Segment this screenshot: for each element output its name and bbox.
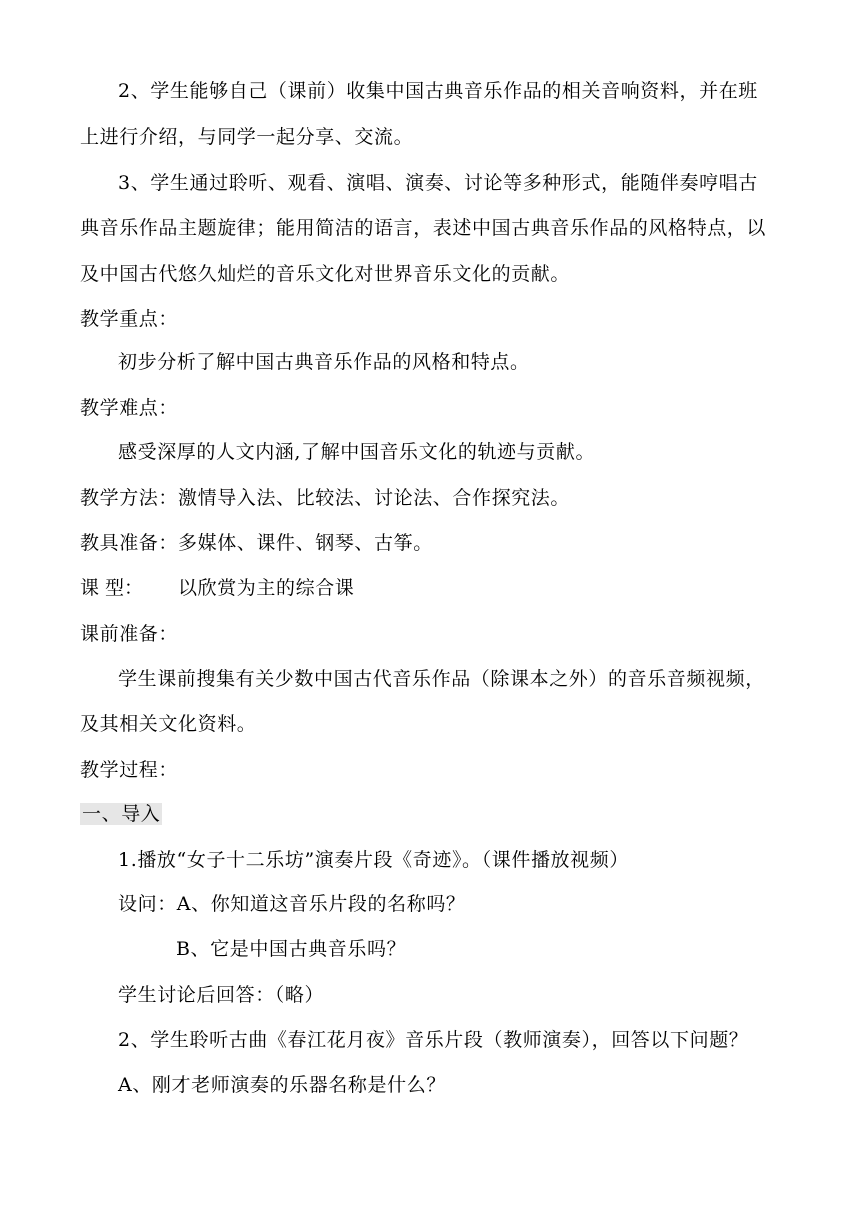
difficulties-label: 教学难点： <box>80 397 179 419</box>
section-1-title-text: 一、导入 <box>82 803 161 825</box>
teaching-methods: 教学方法：激情导入法、比较法、讨论法、合作探究法。 <box>80 487 571 509</box>
process-question-a2: A、刚才老师演奏的乐器名称是什么？ <box>118 1074 446 1096</box>
objective-item-2-line-1: 2、学生能够自己（课前）收集中国古典音乐作品的相关音响资料，并在班 <box>118 80 758 102</box>
teaching-tools: 教具准备：多媒体、课件、钢琴、古筝。 <box>80 532 433 554</box>
process-answer: 学生讨论后回答：（略） <box>118 984 325 1006</box>
objective-item-3-line-1: 3、学生通过聆听、观看、演唱、演奏、讨论等多种形式，能随伴奏哼唱古 <box>118 172 758 194</box>
section-1-title <box>80 802 162 826</box>
course-type-label: 课 型： <box>80 577 144 599</box>
process-question-b: B、它是中国古典音乐吗？ <box>176 938 407 960</box>
objective-item-3-line-2: 典音乐作品主题旋律；能用简洁的语言，表述中国古典音乐作品的风格特点，以 <box>80 217 767 239</box>
preparation-line-1: 学生课前搜集有关少数中国古代音乐作品（除课本之外）的音乐音频视频， <box>118 668 765 690</box>
difficulties-content: 感受深厚的人文内涵,了解中国音乐文化的轨迹与贡献。 <box>118 441 596 463</box>
process-question-a: 设问：A、你知道这音乐片段的名称吗？ <box>118 893 466 915</box>
course-type <box>80 576 354 600</box>
objective-item-3-line-3: 及中国古代悠久灿烂的音乐文化对世界音乐文化的贡献。 <box>80 263 571 285</box>
key-points-content: 初步分析了解中国古典音乐作品的风格和特点。 <box>118 351 530 373</box>
preparation-line-2: 及其相关文化资料。 <box>80 713 257 735</box>
course-type-value: 以欣赏为主的综合课 <box>178 577 355 599</box>
process-step-2: 2、学生聆听古曲《春江花月夜》音乐片段（教师演奏），回答以下问题？ <box>118 1029 749 1051</box>
preparation-label: 课前准备： <box>80 623 179 645</box>
key-points-label: 教学重点： <box>80 308 179 330</box>
objective-item-2-line-2: 上进行介绍，与同学一起分享、交流。 <box>80 126 414 148</box>
process-step-1: 1.播放“女子十二乐坊”演奏片段《奇迹》。（课件播放视频） <box>118 849 629 871</box>
process-label: 教学过程： <box>80 759 179 781</box>
